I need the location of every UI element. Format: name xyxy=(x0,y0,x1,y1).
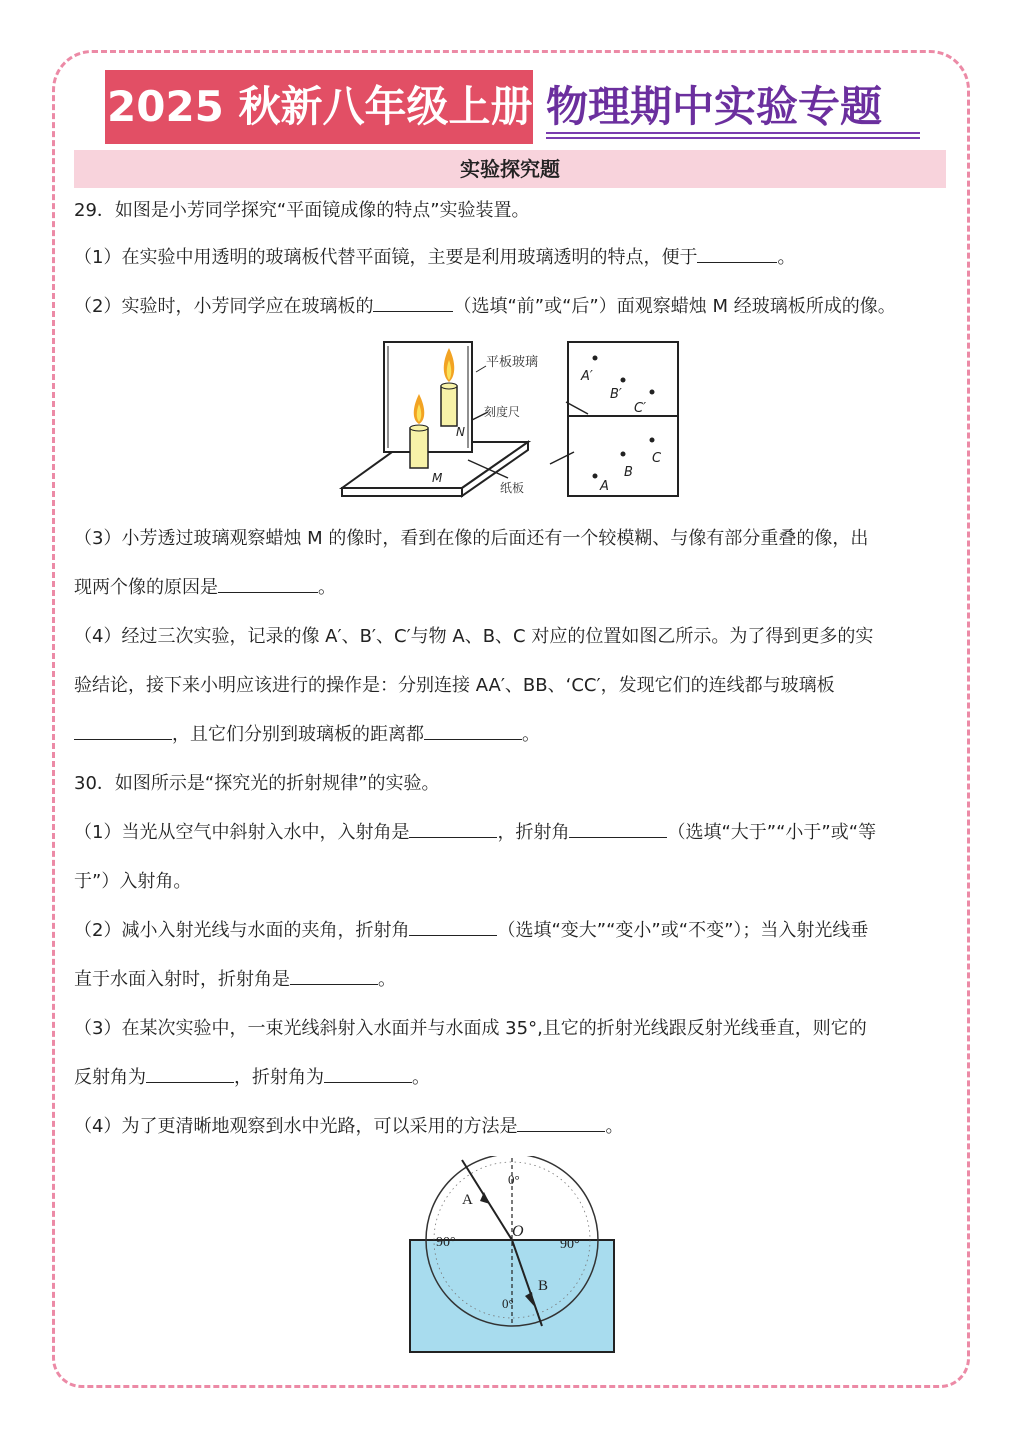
mirror-experiment-figure xyxy=(336,336,688,502)
svg-text:A′: A′ xyxy=(581,369,593,384)
answer-blank[interactable] xyxy=(218,574,318,593)
section-heading: 实验探究题 xyxy=(74,150,946,188)
svg-text:A: A xyxy=(600,479,609,494)
q29-stem: 29．如图是小芳同学探究“平面镜成像的特点”实验装置。 xyxy=(74,200,530,221)
title-underline-1 xyxy=(546,132,920,134)
svg-text:90°: 90° xyxy=(560,1237,580,1252)
q29-part4-line3: ，且它们分别到玻璃板的距离都 。 xyxy=(74,720,540,746)
answer-blank[interactable] xyxy=(324,1064,412,1083)
answer-blank[interactable] xyxy=(424,721,522,740)
svg-text:B′: B′ xyxy=(610,387,622,402)
svg-text:0°: 0° xyxy=(508,1172,520,1187)
answer-blank[interactable] xyxy=(517,1113,605,1132)
q30-part1-line2: 于”）入射角。 xyxy=(74,871,192,892)
answer-blank[interactable] xyxy=(146,1064,234,1083)
svg-text:B: B xyxy=(624,465,633,480)
q29-part3-line1: （3）小芳透过玻璃观察蜡烛 M 的像时，看到在像的后面还有一个较模糊、与像有部分重叠的像，出 xyxy=(74,528,869,549)
label-paper: 纸板 xyxy=(500,481,525,495)
q29-part4-line2: 验结论，接下来小明应该进行的操作是：分别连接 AA′、BB、‘CC′，发现它们的连线都与玻璃板 xyxy=(74,675,835,696)
answer-blank[interactable] xyxy=(290,966,378,985)
refraction-experiment-figure xyxy=(404,1156,618,1356)
q29-part2: （2）实验时，小芳同学应在玻璃板的 （选填“前”或“后”）面观察蜡烛 M 经玻璃板所成的像。 xyxy=(74,292,896,318)
svg-text:M: M xyxy=(432,471,443,485)
label-glass: 平板玻璃 xyxy=(486,355,539,370)
q29-part4-line1: （4）经过三次实验，记录的像 A′、B′、C′与物 A、B、C 对应的位置如图乙所示。为了得到更多的实 xyxy=(74,626,874,647)
answer-blank[interactable] xyxy=(697,244,777,263)
svg-text:C′: C′ xyxy=(634,401,647,416)
title-underline-2 xyxy=(546,137,920,139)
svg-text:O: O xyxy=(512,1223,524,1240)
svg-text:N: N xyxy=(456,425,465,439)
q29-part3-line2: 现两个像的原因是 。 xyxy=(74,573,336,599)
q29-part1: （1）在实验中用透明的玻璃板代替平面镜，主要是利用玻璃透明的特点，便于 。 xyxy=(74,243,795,269)
q30-part2: （2）减小入射光线与水面的夹角，折射角 （选填“变大”“变小”或“不变”）；当入射光线垂 xyxy=(74,916,868,942)
answer-blank[interactable] xyxy=(409,819,497,838)
q30-part3-line1: （3）在某次实验中，一束光线斜射入水面并与水面成 35°,且它的折射光线跟反射光线垂直，则它的 xyxy=(74,1018,867,1039)
q30-part4: （4）为了更清晰地观察到水中光路，可以采用的方法是 。 xyxy=(74,1112,623,1138)
svg-text:C: C xyxy=(652,451,662,466)
position-record-panel xyxy=(568,342,678,496)
title-part1: 2025 秋新八年级上册 xyxy=(105,70,533,144)
candle-m xyxy=(410,428,428,468)
svg-text:90°: 90° xyxy=(436,1235,456,1250)
svg-text:0°: 0° xyxy=(502,1296,514,1311)
answer-blank[interactable] xyxy=(373,293,453,312)
answer-blank[interactable] xyxy=(409,917,497,936)
q30-part2-line2: 直于水面入射时，折射角是 。 xyxy=(74,965,396,991)
svg-text:B: B xyxy=(538,1278,549,1294)
answer-blank[interactable] xyxy=(74,721,172,740)
q30-part1: （1）当光从空气中斜射入水中，入射角是 ，折射角 （选填“大于”“小于”或“等 xyxy=(74,818,876,844)
svg-text:A: A xyxy=(462,1192,473,1208)
q30-part3-line2: 反射角为 ，折射角为 。 xyxy=(74,1063,430,1089)
candle-n xyxy=(441,386,457,426)
title-part2: 物理期中实验专题 xyxy=(546,82,883,131)
answer-blank[interactable] xyxy=(569,819,667,838)
label-ruler: 刻度尺 xyxy=(484,405,521,419)
q30-stem: 30．如图所示是“探究光的折射规律”的实验。 xyxy=(74,773,440,794)
